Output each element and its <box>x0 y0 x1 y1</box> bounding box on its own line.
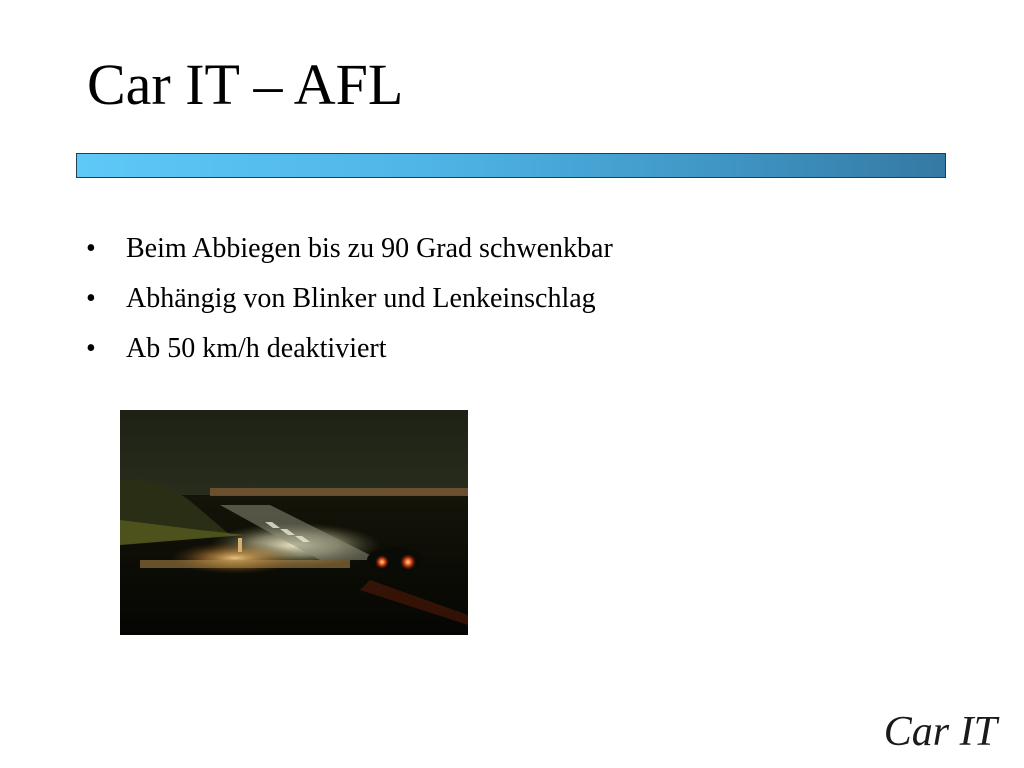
slide-title: Car IT – AFL <box>87 52 404 117</box>
bullet-marker: • <box>86 283 96 314</box>
tail-light-left <box>375 555 389 569</box>
curve-light-glow <box>170 542 300 574</box>
footer-logo: Car IT <box>883 709 997 755</box>
horizon-glow <box>210 488 468 496</box>
bullet-text: Abhängig von Blinker und Lenkeinschlag <box>126 283 596 314</box>
person-figure <box>238 538 242 552</box>
title-underline-bar <box>76 153 946 178</box>
side-road <box>140 560 350 568</box>
bullet-text: Ab 50 km/h deaktiviert <box>126 333 387 364</box>
bullet-marker: • <box>86 333 96 364</box>
bullet-text: Beim Abbiegen bis zu 90 Grad schwenkbar <box>126 233 613 264</box>
tail-light-right <box>400 554 416 570</box>
photo-illustration <box>120 410 468 635</box>
bullet-marker: • <box>86 233 96 264</box>
night-road-headlight-photo <box>120 410 468 635</box>
